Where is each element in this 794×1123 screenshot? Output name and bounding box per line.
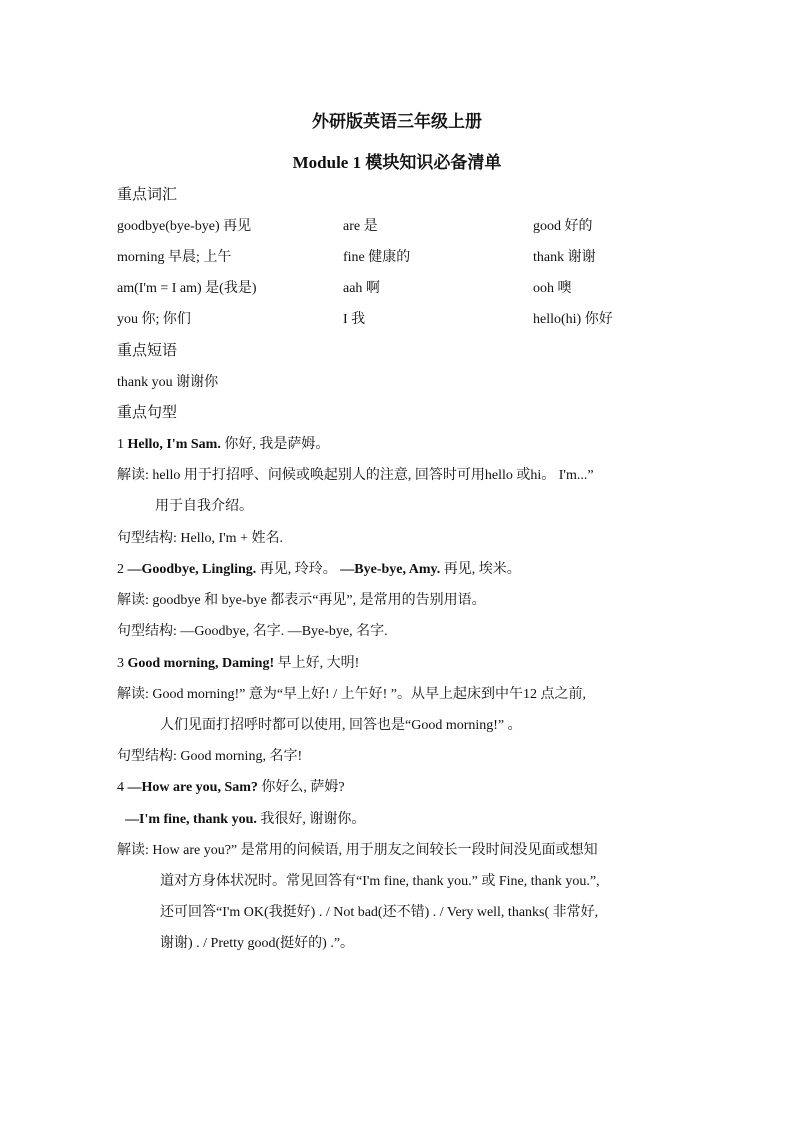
sentence-number: 4 <box>117 780 128 795</box>
structure-line: 句型结构: Good morning, 名字! <box>117 749 303 764</box>
sentence-chinese: 我很好, 谢谢你。 <box>256 812 366 827</box>
sentence-heading: 重点句型 <box>117 405 178 421</box>
explanation-line: 解读: How are you?” 是常用的问候语, 用于朋友之间较长一段时间没见面或想知 <box>117 843 598 858</box>
sentence-2 <box>117 560 521 580</box>
explanation-line: 道对方身体状况时。常见回答有“I'm fine, thank you.” 或 Fine, thank you.”, <box>160 874 600 889</box>
sentence-3 <box>117 654 359 674</box>
vocab-item: ooh 噢 <box>533 281 572 296</box>
sentence-chinese: 再见, 玲玲。 <box>256 562 341 577</box>
sentence-number: 3 <box>117 656 128 671</box>
phrase-item: thank you 谢谢你 <box>117 375 219 390</box>
vocab-item: am(I'm = I am) 是(我是) <box>117 281 257 296</box>
sentence-chinese: 你好, 我是萨姆。 <box>220 437 330 452</box>
explanation-line: 解读: hello 用于打招呼、问候或唤起别人的注意, 回答时可用hello 或hi。 I'm...” <box>117 468 594 483</box>
vocab-item: you 你; 你们 <box>117 312 191 327</box>
sentence-english: Good morning, Daming! <box>127 656 275 671</box>
sentence-1 <box>117 435 329 455</box>
document-title: 外研版英语三年级上册 <box>312 112 482 131</box>
sentence-number: 1 <box>117 437 128 452</box>
sentence-english: —How are you, Sam? <box>127 780 258 795</box>
explanation-line: 解读: goodbye 和 bye-bye 都表示“再见”, 是常用的告别用语。 <box>117 593 486 608</box>
vocab-row <box>117 279 697 299</box>
sentence-english: —I'm fine, thank you. <box>125 812 257 827</box>
vocab-item: goodbye(bye-bye) 再见 <box>117 219 252 234</box>
sentence-4 <box>117 778 345 798</box>
vocab-item: morning 早晨; 上午 <box>117 250 232 265</box>
vocab-row <box>117 310 697 330</box>
sentence-number: 2 <box>117 562 128 577</box>
explanation-line: 人们见面打招呼时都可以使用, 回答也是“Good morning!” 。 <box>160 718 522 733</box>
explanation-line: 用于自我介绍。 <box>155 499 253 514</box>
vocab-item: good 好的 <box>533 219 593 234</box>
sentence-english: Hello, I'm Sam. <box>127 437 221 452</box>
explanation-line: 还可回答“I'm OK(我挺好) . / Not bad(还不错) . / Very well, thanks( 非常好, <box>160 905 599 920</box>
phrase-heading: 重点短语 <box>117 343 178 359</box>
vocab-item: fine 健康的 <box>343 250 411 265</box>
vocab-item: I 我 <box>343 312 366 327</box>
vocab-heading: 重点词汇 <box>117 187 178 203</box>
sentence-chinese: 你好么, 萨姆? <box>257 780 345 795</box>
vocab-row <box>117 248 697 268</box>
vocab-item: hello(hi) 你好 <box>533 312 613 327</box>
sentence-chinese: 再见, 埃米。 <box>440 562 521 577</box>
module-title: Module 1 模块知识必备清单 <box>292 153 502 172</box>
structure-line: 句型结构: —Goodbye, 名字. —Bye-bye, 名字. <box>117 624 388 639</box>
sentence-chinese: 早上好, 大明! <box>274 656 360 671</box>
vocab-row <box>117 217 697 237</box>
vocab-item: are 是 <box>343 219 378 234</box>
sentence-english: —Goodbye, Lingling. <box>127 562 257 577</box>
structure-line: 句型结构: Hello, I'm + 姓名. <box>117 531 283 546</box>
vocab-item: aah 啊 <box>343 281 380 296</box>
sentence-english: —Bye-bye, Amy. <box>340 562 441 577</box>
sentence-4-reply <box>125 810 365 830</box>
explanation-line: 解读: Good morning!” 意为“早上好! / 上午好! ”。从早上起床到中午12 点之前, <box>117 687 586 702</box>
vocab-item: thank 谢谢 <box>533 250 596 265</box>
explanation-line: 谢谢) . / Pretty good(挺好的) .”。 <box>160 936 355 951</box>
